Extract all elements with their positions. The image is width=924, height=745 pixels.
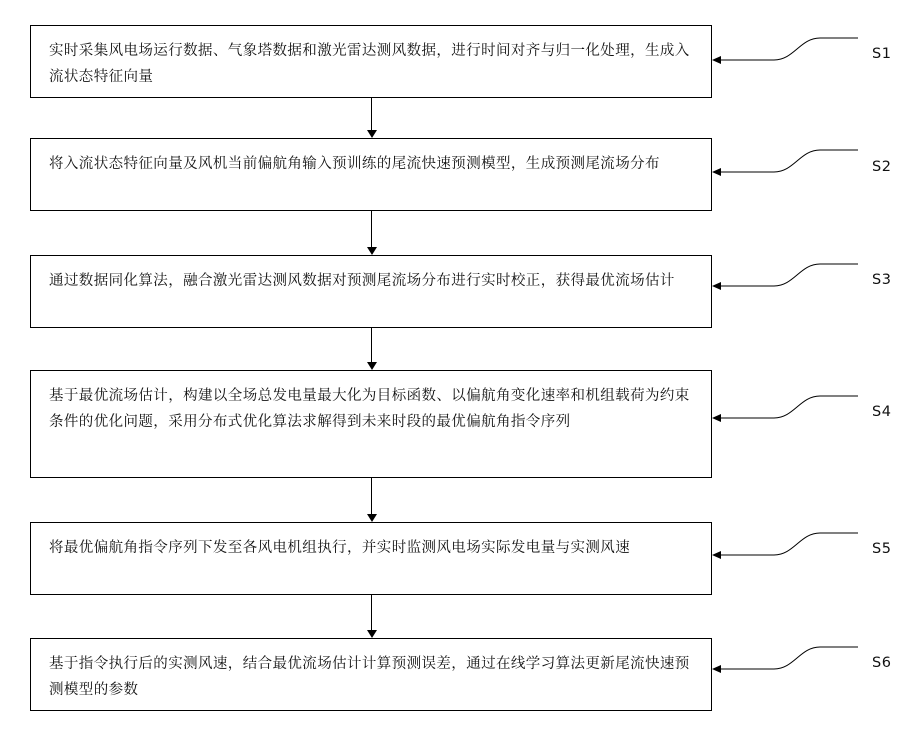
step-label-s2: S2 — [872, 159, 892, 175]
step-box-s4: 基于最优流场估计，构建以全场总发电量最大化为目标函数、以偏航角变化速率和机组载荷为约束条件的优化问题，采用分布式优化算法求解得到未来时段的最优偏航角指令序列 — [30, 370, 712, 478]
step-box-s3: 通过数据同化算法，融合激光雷达测风数据对预测尾流场分布进行实时校正，获得最优流场估计 — [30, 255, 712, 328]
leader-line-s5 — [712, 523, 876, 567]
connector-s2-to-s3 — [371, 211, 372, 248]
arrow-head-s4-to-s5 — [367, 514, 377, 522]
connector-s3-to-s4 — [371, 328, 372, 363]
connector-s5-to-s6 — [371, 595, 372, 631]
leader-line-s2 — [712, 140, 876, 184]
leader-line-s1 — [712, 28, 876, 72]
step-box-s2: 将入流状态特征向量及风机当前偏航角输入预训练的尾流快速预测模型，生成预测尾流场分布 — [30, 138, 712, 211]
step-label-s4: S4 — [872, 404, 892, 420]
step-box-s5: 将最优偏航角指令序列下发至各风电机组执行，并实时监测风电场实际发电量与实测风速 — [30, 522, 712, 595]
leader-line-s6 — [712, 637, 876, 681]
arrow-head-s5-to-s6 — [367, 630, 377, 638]
leader-line-s4 — [712, 386, 876, 430]
step-label-s5: S5 — [872, 541, 892, 557]
arrow-head-s3-to-s4 — [367, 362, 377, 370]
step-box-s1: 实时采集风电场运行数据、气象塔数据和激光雷达测风数据，进行时间对齐与归一化处理，生成入流状态特征向量 — [30, 25, 712, 98]
step-label-s1: S1 — [872, 46, 892, 62]
step-label-s6: S6 — [872, 655, 892, 671]
arrow-head-s1-to-s2 — [367, 130, 377, 138]
leader-line-s3 — [712, 254, 876, 298]
arrow-head-s2-to-s3 — [367, 247, 377, 255]
step-box-s6: 基于指令执行后的实测风速，结合最优流场估计计算预测误差，通过在线学习算法更新尾流快速预测模型的参数 — [30, 638, 712, 711]
connector-s1-to-s2 — [371, 98, 372, 131]
step-label-s3: S3 — [872, 272, 892, 288]
connector-s4-to-s5 — [371, 478, 372, 515]
